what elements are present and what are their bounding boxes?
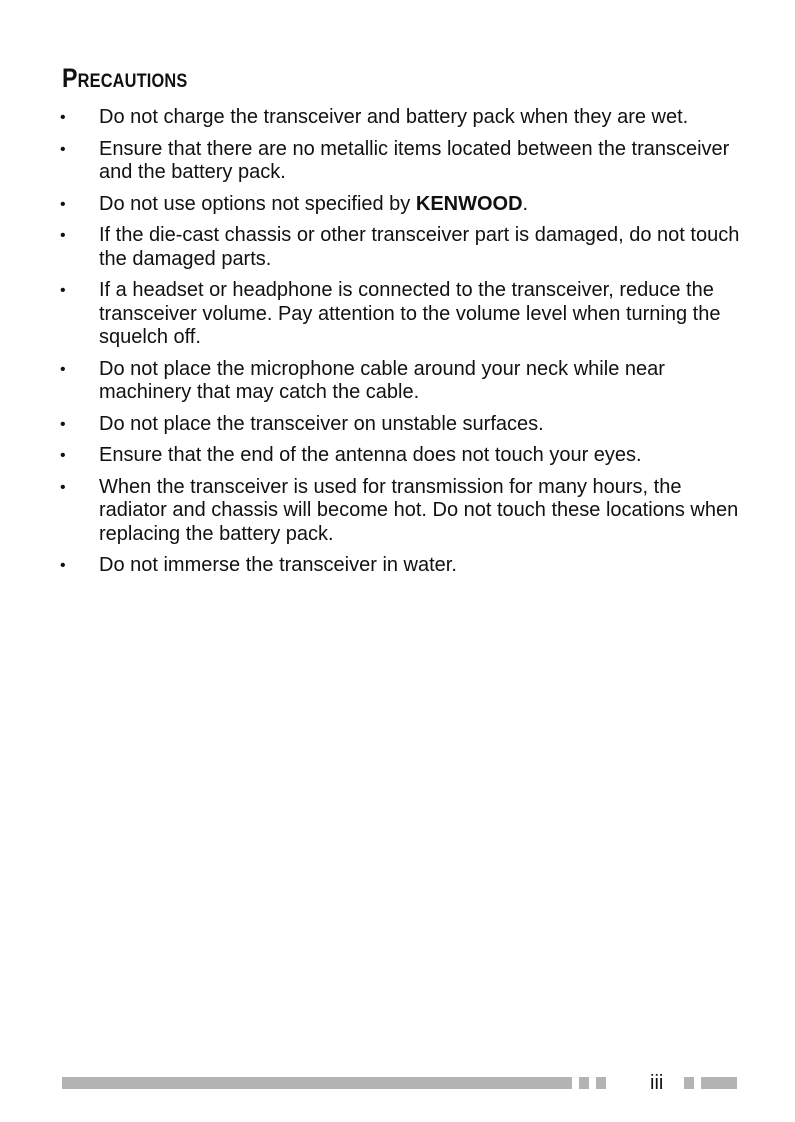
list-item-text: Do not place the microphone cable around your neck while near machinery that may catch the cable. — [99, 357, 665, 403]
list-item — [58, 444, 748, 468]
bullet-icon: • — [60, 415, 66, 433]
list-item — [58, 224, 748, 271]
list-item — [58, 358, 748, 405]
bullet-icon: • — [60, 140, 66, 158]
footer-rule-short — [701, 1077, 737, 1089]
bullet-icon: • — [60, 478, 66, 496]
bullet-icon: • — [60, 360, 66, 378]
list-item-text: Do not immerse the transceiver in water. — [99, 554, 457, 576]
page-footer — [62, 1071, 738, 1094]
list-item — [58, 193, 748, 217]
list-item — [58, 413, 748, 437]
list-item-text: Ensure that the end of the antenna does not touch your eyes. — [99, 444, 642, 466]
page-number: iii — [650, 1072, 664, 1094]
bullet-icon: • — [60, 557, 66, 574]
bullet-icon: • — [60, 447, 66, 464]
footer-rule-block — [684, 1077, 694, 1089]
list-item-text: Do not use options not specified by — [99, 192, 416, 215]
bullet-icon: • — [60, 195, 66, 213]
list-item-text: Ensure that there are no metallic items located between the transceiver and the battery pack. — [99, 137, 730, 183]
list-item-text: If the die-cast chassis or other transceiver part is damaged, do not touch the damaged parts. — [99, 224, 740, 270]
footer-rule-block — [596, 1077, 606, 1089]
list-item — [58, 106, 748, 130]
bullet-icon: • — [60, 109, 66, 126]
brand-name: KENWOOD — [415, 192, 523, 215]
list-item-text-end: . — [522, 192, 529, 215]
footer-rule-long — [62, 1077, 572, 1089]
list-item — [58, 279, 748, 350]
list-item-text: Do not place the transceiver on unstable surfaces. — [99, 412, 544, 435]
list-item-text: If a headset or headphone is connected to the transceiver, reduce the transceiver volume. Pay attention to the volume level when turning the squelch off. — [99, 279, 721, 348]
list-item — [58, 554, 748, 578]
bullet-icon: • — [60, 227, 66, 244]
list-item-text: Do not charge the transceiver and battery pack when they are wet. — [99, 106, 689, 128]
bullet-icon: • — [60, 282, 66, 299]
list-item-text: When the transceiver is used for transmission for many hours, the radiator and chassis will become hot. Do not touch these locations when replacing the battery pack. — [99, 475, 739, 545]
list-item — [58, 476, 748, 547]
list-item — [58, 138, 748, 185]
footer-rule-block — [579, 1077, 589, 1089]
precautions-list — [58, 106, 748, 586]
page-title: Precautions — [62, 63, 188, 93]
